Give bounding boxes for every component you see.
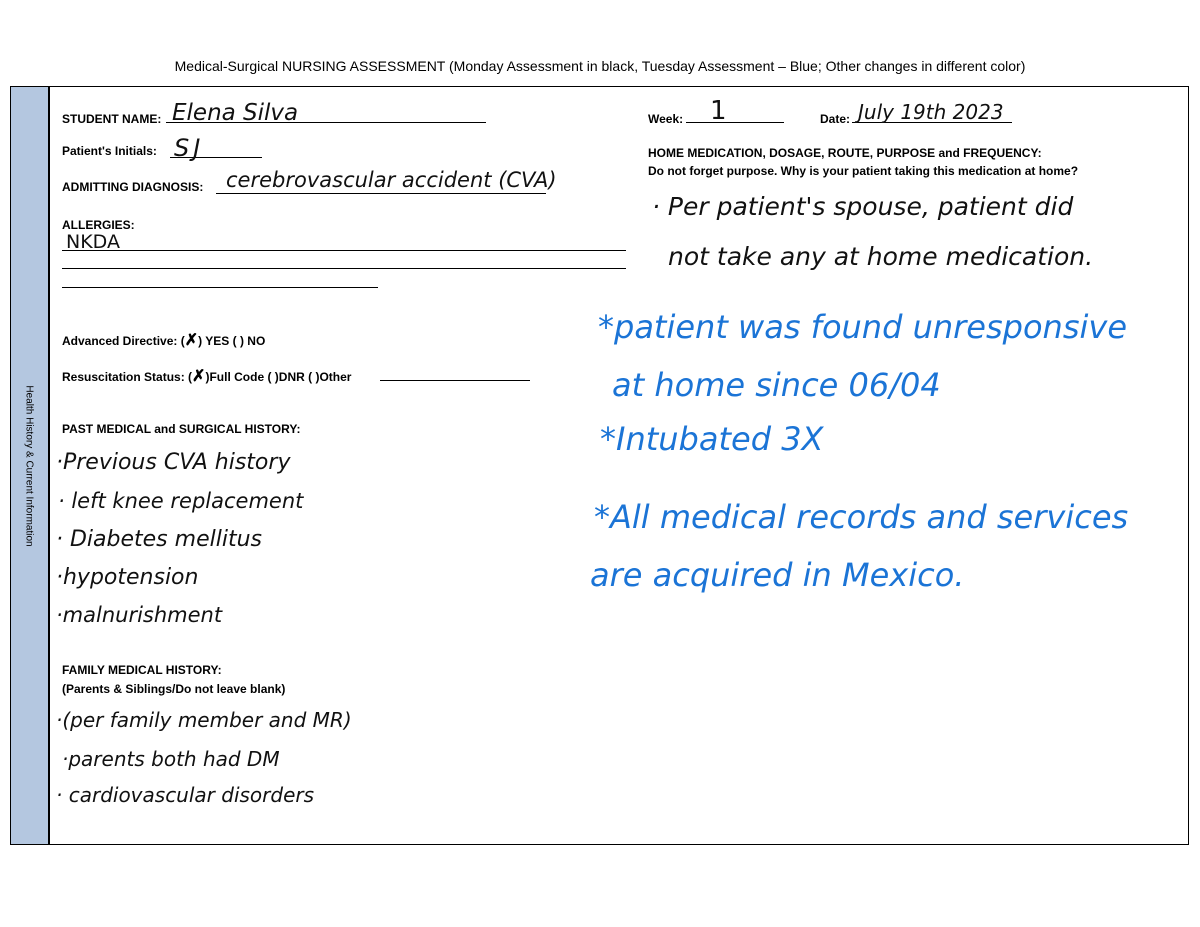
resuscitation-status-row (62, 366, 351, 386)
resuscitation-status-label: Resuscitation Status: (62, 370, 185, 384)
sidebar-label: Health History & Current Information (23, 385, 35, 547)
advanced-directive-no-checkbox[interactable]: ( ) NO (232, 334, 266, 348)
family-medical-history-label: FAMILY MEDICAL HISTORY: (62, 663, 222, 677)
student-name-label: STUDENT NAME: (62, 112, 162, 126)
date-value[interactable]: July 19th 2023 (858, 100, 1004, 124)
tuesday-note: *All medical records and services (594, 498, 1129, 536)
admitting-diagnosis-label: ADMITTING DIAGNOSIS: (62, 180, 204, 194)
allergies-value[interactable]: NKDA (66, 231, 120, 253)
home-medication-heading: HOME MEDICATION, DOSAGE, ROUTE, PURPOSE and FREQUENCY: (648, 146, 1042, 160)
resuscitation-other-line (380, 380, 530, 381)
allergies-line-2 (62, 268, 626, 269)
tuesday-note: *Intubated 3X (600, 420, 824, 458)
allergies-line-1 (62, 250, 626, 251)
date-label: Date: (820, 112, 851, 126)
home-medication-note: not take any at home medication. (668, 242, 1094, 271)
page-title: Medical-Surgical NURSING ASSESSMENT (Monday Assessment in black, Tuesday Assessment – Blue; Other changes in different color) (174, 58, 1026, 74)
diagnosis-line (216, 193, 546, 194)
week-line (686, 122, 784, 123)
advanced-directive-x-mark: ✗ (184, 332, 199, 349)
student-name-value[interactable]: Elena Silva (172, 100, 299, 126)
advanced-directive-yes: YES (205, 334, 230, 348)
resuscitation-x-mark: ✗ (192, 368, 206, 385)
family-history-item: ·(per family member and MR) (56, 708, 352, 732)
family-history-item: ·parents both had DM (62, 747, 280, 771)
past-history-item: ·hypotension (56, 565, 199, 590)
patient-initials-value[interactable]: SJ (174, 134, 205, 162)
full-code-checkbox[interactable]: (✗) (188, 368, 210, 385)
dnr-checkbox[interactable]: ( )DNR (267, 370, 305, 384)
family-history-subtitle: (Parents & Siblings/Do not leave blank) (62, 682, 286, 696)
tuesday-note: are acquired in Mexico. (590, 556, 965, 594)
home-medication-subheading: Do not forget purpose. Why is your patient taking this medication at home? (648, 164, 1079, 178)
advanced-directive-label: Advanced Directive: (62, 334, 178, 348)
week-label: Week: (648, 112, 684, 126)
patient-initials-label: Patient's Initials: (62, 144, 157, 158)
tuesday-note: at home since 06/04 (612, 366, 941, 404)
past-medical-history-label: PAST MEDICAL and SURGICAL HISTORY: (62, 422, 301, 436)
allergies-label: ALLERGIES: (62, 218, 135, 232)
home-medication-note: · Per patient's spouse, patient did (652, 192, 1074, 221)
past-history-item: · Diabetes mellitus (56, 527, 262, 552)
admitting-diagnosis-value[interactable]: cerebrovascular accident (CVA) (226, 168, 557, 192)
advanced-directive-row (62, 330, 265, 350)
week-value[interactable]: 1 (710, 96, 727, 126)
past-history-item: · left knee replacement (58, 489, 304, 513)
tuesday-note: *patient was found unresponsive (598, 308, 1127, 346)
other-checkbox[interactable]: ( )Other (308, 370, 352, 384)
family-history-item: · cardiovascular disorders (56, 783, 315, 807)
full-code-option: Full Code (209, 370, 265, 384)
allergies-line-3 (62, 287, 378, 288)
past-history-item: ·Previous CVA history (56, 450, 291, 475)
advanced-directive-yes-checkbox[interactable]: (✗) (180, 332, 203, 349)
past-history-item: ·malnurishment (56, 603, 223, 627)
